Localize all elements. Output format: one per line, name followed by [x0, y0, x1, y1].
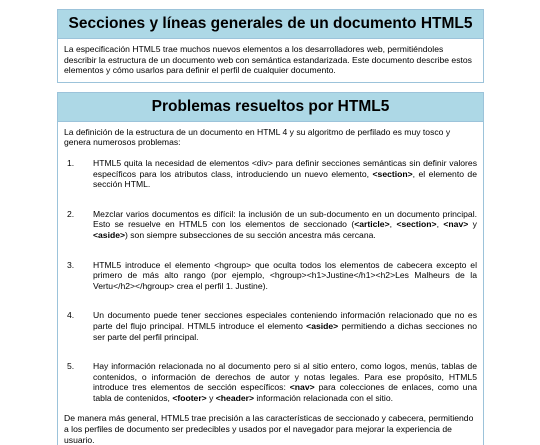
item-number: 3.: [67, 259, 75, 270]
list-item: [67, 260, 477, 292]
item-number: 2.: [67, 208, 75, 219]
item-number: 1.: [67, 157, 75, 168]
item-text: Un documento puede tener secciones especiales conteniendo información relacionado que no es parte del flujo principal. HTML5 introduce el elemento <aside> permitiendo a dichas secciones no ser parte del perfil principal.: [93, 310, 477, 342]
item-number: 4.: [67, 310, 75, 321]
item-text: Mezclar varios documentos es difícil: la inclusión de un sub-documento en un documento principal. Esto se resuelve en HTML5 con los elementos de seccionado (<article>, <section>, <nav> y <aside>) son siempre subsecciones de su sección ancestra más cercana.: [93, 208, 477, 240]
item-number: 5.: [67, 361, 75, 372]
list-item: [67, 209, 477, 241]
section-title: Secciones y líneas generales de un documento HTML5: [58, 10, 483, 39]
problems-list: [64, 158, 477, 404]
intro-section: [57, 9, 484, 83]
item-text: HTML5 introduce el elemento <hgroup> que oculta todos los elementos de cabecera excepto el primero de más alto rango (por ejemplo, <hgroup><h1>Justine</h1><h2>Les Malheurs de la Vertu</h2></hgroup> crea el perfil 1. Justine).: [93, 259, 477, 291]
closing-paragraph: De manera más general, HTML5 trae precisión a las características de seccionado y cabecera, permitiendo a los perfiles de documento ser predecibles y usados por el navegador para mejorar la experiencia de usuario.: [64, 413, 474, 445]
problems-section: [57, 92, 484, 445]
list-item: [67, 310, 477, 342]
problems-intro: La definición de la estructura de un documento en HTML 4 y su algoritmo de perfilado es muy tosco y genera numerosos problemas:: [64, 126, 451, 148]
section-title: Problemas resueltos por HTML5: [58, 93, 483, 122]
item-text: Hay información relacionada no al documento pero si al sitio entero, como logos, menús, tablas de contenidos, o información de derechos de autor y notas legales. Para ese propósito, HTML5 introduce tres elementos de sección específicos: <nav> para colecciones de enlaces, como una tabla de contenidos, <footer> y <header> información relacionada con el sitio.: [93, 361, 477, 403]
list-item: [67, 158, 477, 190]
intro-paragraph: La especificación HTML5 trae muchos nuevos elementos a los desarrolladores web, permitiéndoles describir la estructura de un documento web con semántica estandarizada. Este documento describe estos elementos y cómo usarlos para definir el perfil de cualquier documento.: [64, 44, 472, 76]
item-text: HTML5 quita la necesidad de elementos <div> para definir secciones semánticas sin definir valores específicos para los atributos class, introduciendo un nuevo elemento, <section>, el elemento de sección HTML.: [93, 157, 477, 190]
list-item: [67, 361, 477, 403]
